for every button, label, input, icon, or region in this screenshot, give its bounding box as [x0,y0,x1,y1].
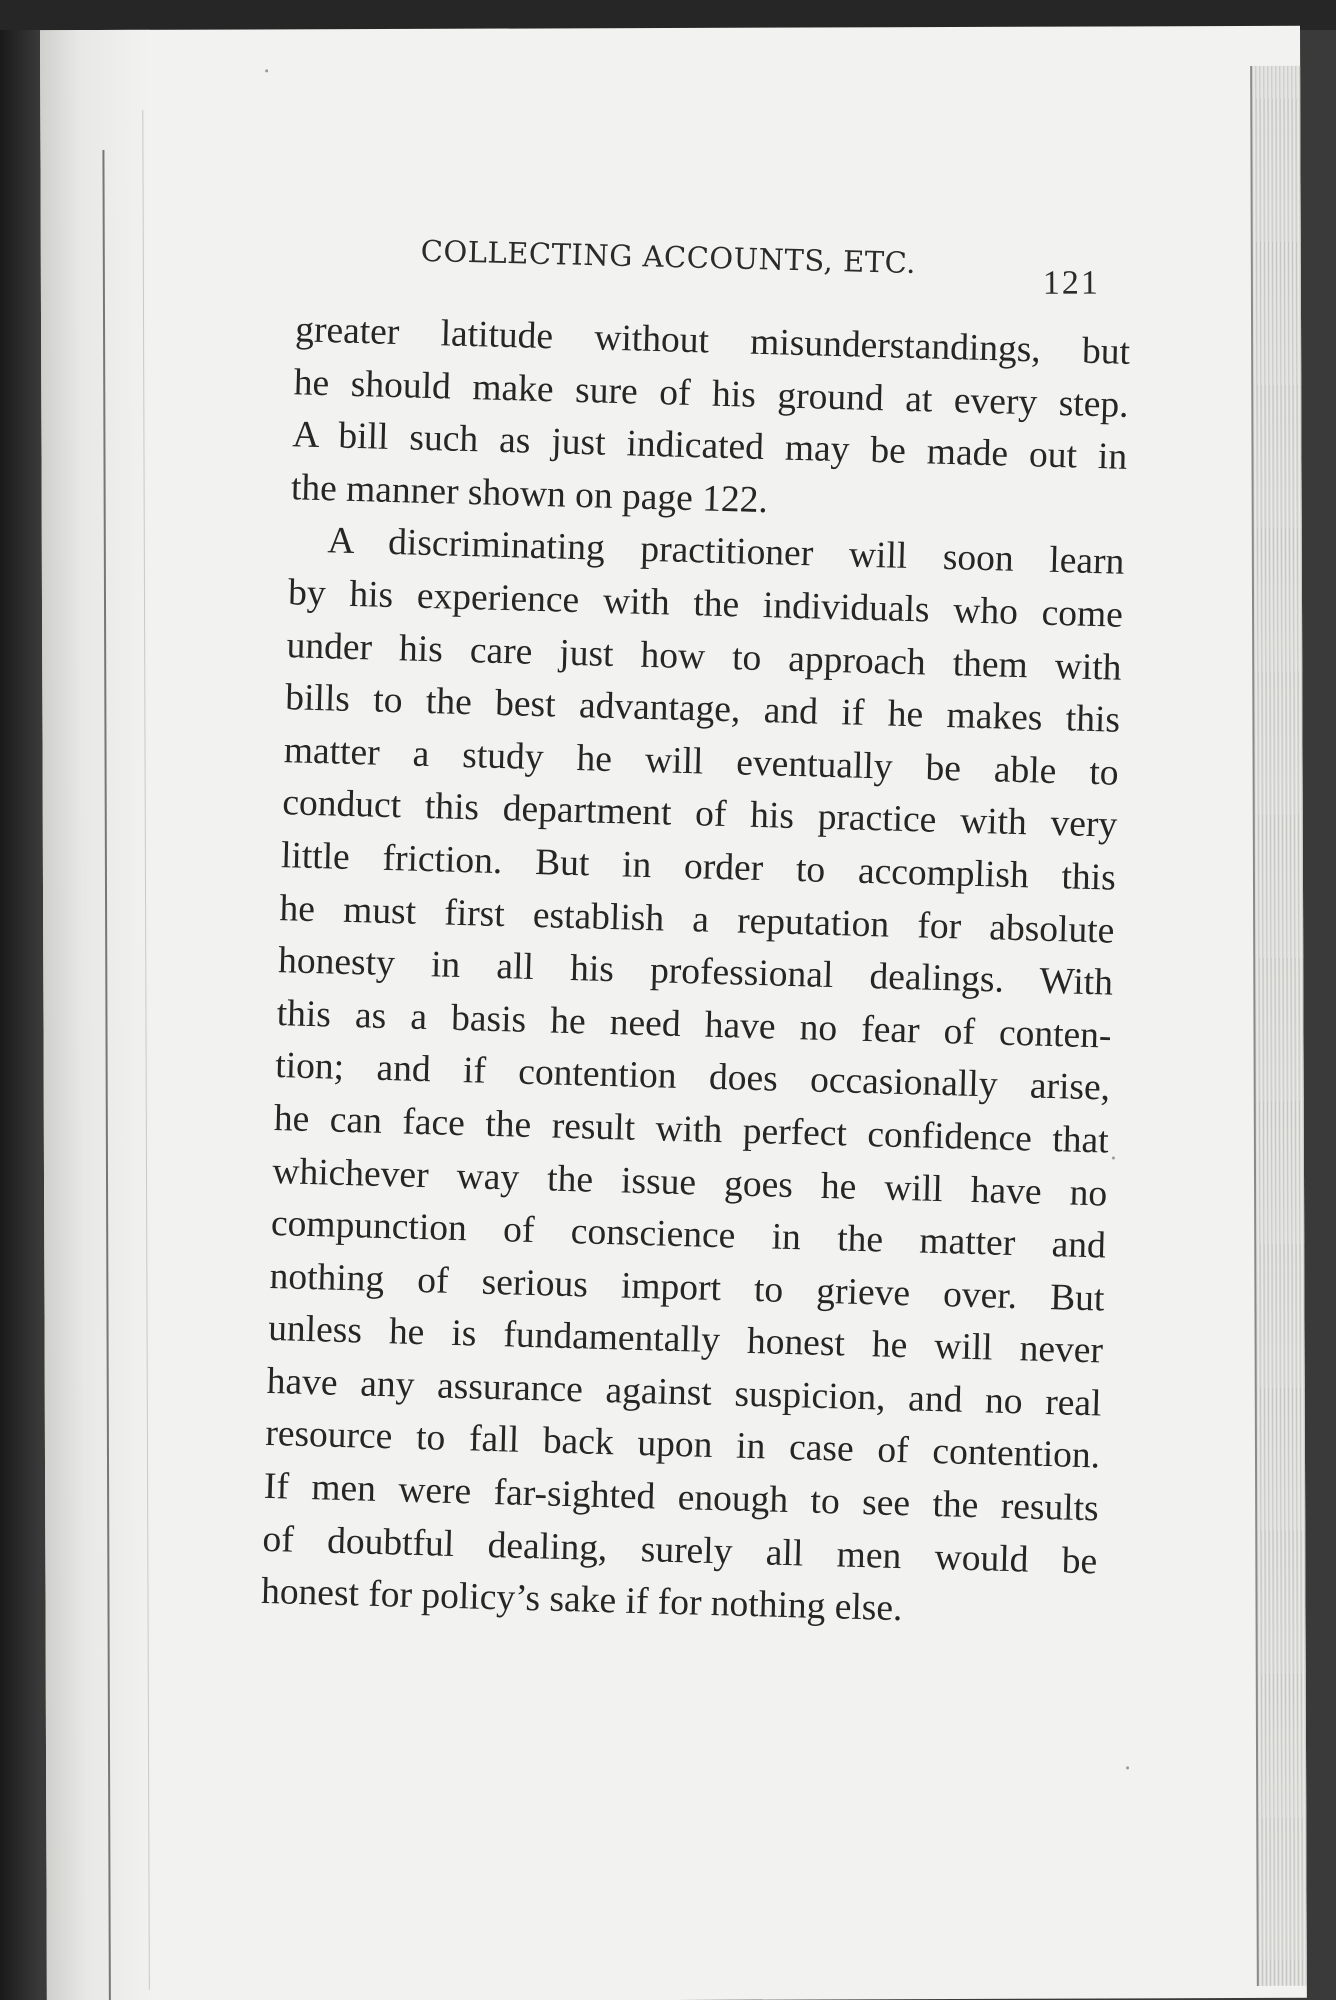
text-line: If men were far-sighted enough to see the results [263,1465,1100,1530]
text-line: conduct this department of his practice with very [281,782,1118,847]
text-line: resource to fall back upon in case of contention. [264,1413,1101,1477]
text-line: of doubtful dealing, surely all men would be [261,1518,1098,1583]
text-line: matter a study he will eventually be able to [283,729,1120,794]
text-line: have any assurance against suspicion, and no real [266,1360,1103,1425]
text-line: honesty in all his professional dealings. With [277,940,1114,1004]
text-line: compunction of conscience in the matter and [270,1203,1107,1267]
text-line: honest for policy’s sake if for nothing else. [260,1571,903,1630]
text-line: he should make sure of his ground at every step. [293,361,1130,426]
text-line: unless he is fundamentally honest he will never [267,1308,1104,1372]
page-number: 121 [1042,264,1100,302]
text-line: A bill such as just indicated may be made out in [291,414,1128,479]
text-line: this as a basis he need have no fear of conten- [276,992,1113,1057]
text-line: bills to the best advantage, and if he makes this [284,677,1121,741]
text-line: nothing of serious import to grieve over. But [269,1255,1105,1320]
book-page [40,26,1307,2000]
text-line: tion; and if contention does occasionally arise, [274,1045,1111,1109]
text-line: little friction. But in order to accomplish this [280,835,1117,899]
paragraph-1 [290,304,1130,537]
running-head: COLLECTING ACCOUNTS, ETC. [420,233,917,280]
text-line: whichever way the issue goes he will have no [271,1150,1108,1215]
gutter-shadow [40,30,157,2000]
paragraph-2 [260,515,1125,1642]
body-text [260,304,1130,1641]
paper-speck [1112,1156,1115,1159]
text-line: under his care just how to approach them with [286,624,1122,689]
text-line: the manner shown on page 122. [290,467,769,521]
page-fore-edge [1250,66,1307,1986]
text-line: he must first establish a reputation for absolute [279,887,1115,952]
text-line: he can face the result with perfect confidence that [273,1097,1110,1162]
paper-speck [265,69,268,72]
text-line: A discriminating practitioner will soon learn [327,520,1125,584]
text-line: greater latitude without misunderstandings, but [294,309,1131,373]
text-line: by his experience with the individuals who come [287,572,1124,636]
paper-speck [1126,1766,1129,1769]
